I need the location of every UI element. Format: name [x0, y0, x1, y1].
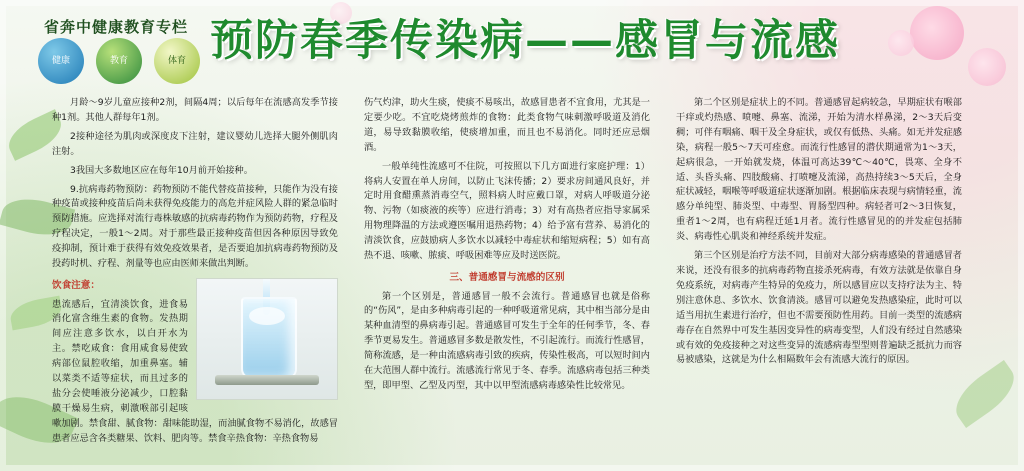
paragraph: 第二个区别是症状上的不同。普通感冒起病较急，早期症状有喉部干痒或灼热感、喷嚏、鼻塞、流涕，开始为清水样鼻涕，2～3天后变稠；可伴有咽痛、咽干及全身症状，或仅有低热、头痛。如无并发症感染，病程一般5～7天可痊愈。而流行性感冒的潜伏期通常为1～3天，起病很急，一开始就发烧，体温可高达39℃～40℃，畏寒、全身不适、头昏头痛、四肢酸痛、打喷嚏及流涕，高热持续3～5天后，全身症状减轻，咽喉等呼吸道症状逐渐加剧。根据临床表现与病情轻重，流感分单纯型、肺炎型、中毒型、胃肠型四种。病轻者可2～3日恢复，重者1～2周，也有病程迁延1月者。流行性感冒见的的并发症包括肺炎、病毒性心肌炎和神经系统并发症。 [676, 97, 962, 243]
table-surface [215, 375, 319, 385]
page-title: 预防春季传染病——感冒与流感 [210, 16, 840, 66]
poster-header [0, 0, 1024, 92]
article-columns [52, 96, 982, 446]
sports-emblem-icon: 体育 [154, 38, 200, 84]
paragraph: 月龄～9岁儿童应接种2剂，间隔4周；以后每年在流感高发季节接种1剂。其他人群每年1剂。 [52, 97, 338, 123]
column-1 [52, 96, 338, 446]
paragraph: 第一个区别是，普通感冒一般不会流行。普通感冒也就是俗称的“伤风”，是由多种病毒引起的一种呼吸道常见病，其中相当部分是由某种血清型的鼻病毒引起。普通感冒可发生于全年的任何季节，冬、春季节更易发生。普通感冒多数是散发性，不引起流行。而流行性感冒，简称流感，是一种由流感病毒引致的疾病，传染性极高，可以短时间内在大范围人群中流行。流感流行常见于冬、春季。流感病毒包括三种类型，即甲型、乙型及丙型，其中以甲型流感病毒感染性比较常见。 [364, 290, 650, 391]
column-3 [676, 96, 962, 446]
figure [196, 278, 338, 400]
health-emblem-icon: 健康 [38, 38, 84, 84]
paragraph: 一般单纯性流感可不住院，可按照以下几方面进行家庭护理：1）将病人安置在单人房间，以防止飞沫传播；2）要求房间通风良好，并定时用食醋熏蒸消毒空气，照料病人时应戴口罩，对病人呼吸道分泌物、污物（如痰液的疾等）应进行消毒；3）对有高热者应指导家属采用物理降温的方法或遵医嘱用退热药物；4）给予富有营养、易消化的清淡饮食，应鼓励病人多饮水以减轻中毒症状和缩短病程；5）如有高热不退、咳嗽、脓痰、呼吸困难等应及时送医院。 [364, 160, 650, 262]
paragraph: 伤气灼津，助火生痰，使痰不易咳出，故感冒患者不宜食用，尤其是一定要少吃。不宜吃烧烤煎炸的食物：此类食物气味刺激呼吸道及消化道，易导致黏膜收缩，使痰增加重，而且也不易消化。同时还应忌烟酒。 [364, 97, 650, 153]
section-heading-diet: 饮食注意： [52, 279, 100, 291]
education-emblem-icon: 教育 [96, 38, 142, 84]
paragraph: 2接种途径为肌肉或深度皮下注射，建议婴幼儿选择大腿外侧肌肉注射。 [52, 130, 338, 157]
water-splash-icon [249, 307, 285, 325]
paragraph: 患流感后，宜清淡饮食，进食易消化富含维生素的食物。发热期间应注意多饮水，以白开水为主。禁吃咸食：食用咸食易使致病部位鼠腔收缩，加重鼻塞。辅以菜类不适等症状，而且过多的盐分会使唾液分泌减少，口腔黏膜干燥易生病，刺激喉部引起咳嗽加剧。禁食甜、腻食物：甜味能助湿，而油腻食物不易消化，故感冒患者应忌含各类糖果、饮料、肥肉等。禁食辛热食物：辛热食物易 [52, 298, 338, 444]
section-heading-difference: 三、普通感冒与流感的区别 [449, 271, 565, 283]
pouring-water-glass-photo [196, 278, 338, 400]
department-label: 省奔中健康教育专栏 [44, 18, 189, 36]
paragraph: 第三个区别是治疗方法不同，目前对大部分病毒感染的普通感冒者来说，还没有很多的抗病毒药物直接杀死病毒，有效方法就是依靠自身免疫系统，对病毒产生特异的免疫力，所以感冒应以支持疗法为主、特别注意休息、多饮水、饮食清淡。感冒可以避免发热感染症，此时可以适当用抗生素进行治疗，但也不需要预防性用药。目前一类型的流感病毒存在自然界中可发生基因变异性的病毒变型，人们没有经过自然感染或有效的免疫接种之对这些变异的流感病毒型型则普遍缺乏抵抗力而容易被感染，这就是为什么相隔数年会有流感大流行的原因。 [676, 250, 962, 366]
column-2 [364, 96, 650, 446]
paragraph: 9.抗病毒药物预防：药物预防不能代替疫苗接种，只能作为没有接种疫苗或接种疫苗后尚未获得免疫能力的高危并症风险人群的紧急临时预防措施。应选择对流行毒株敏感的抗病毒药物作为预防药物，疗程及疗程决定，一般1～2周。对于那些最正接种疫苗但因各种原因导致免疫抑制，预计难于获得有效免疫效果者，是否要追加抗病毒药物预防及投药时机、疗程、剂量等也应由医师来做出判断。 [52, 183, 338, 270]
logo-group [38, 38, 200, 84]
paragraph: 3我国大多数地区应在每年10月前开始接种。 [70, 164, 253, 176]
